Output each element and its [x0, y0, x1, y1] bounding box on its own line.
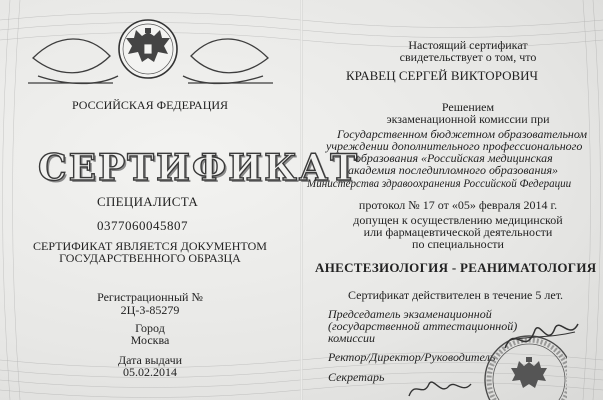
organization-line-1: Государственном бюджетном образовательном [337, 127, 588, 141]
issue-date-value: 05.02.2014 [123, 365, 177, 379]
double-headed-eagle-emblem-icon [112, 18, 184, 80]
holder-name: КРАВЕЦ СЕРГЕЙ ВИКТОРОВИЧ [346, 68, 538, 83]
chairman-line-1: Председатель экзаменационной [328, 307, 492, 321]
rector-label: Ректор/Директор/Руководитель [328, 350, 496, 364]
specialty: АНЕСТЕЗИОЛОГИЯ - РЕАНИМАТОЛОГИЯ [315, 260, 597, 275]
certificate-subtitle: СПЕЦИАЛИСТА [97, 194, 199, 209]
city-value: Москва [130, 333, 170, 347]
validity-statement: Сертификат действителен в течение 5 лет. [348, 288, 564, 302]
organization-line-4: академия последипломного образования» [348, 163, 559, 177]
admission-line-2: или фармацевтической деятельности [363, 225, 553, 239]
certificate-number: 0377060045807 [97, 218, 188, 233]
decision-line-2: экзаменационной комиссии при [386, 112, 550, 126]
organization-line-2: учреждении дополнительного профессионального [326, 139, 583, 153]
statement-line-1: СЕРТИФИКАТ ЯВЛЯЕТСЯ ДОКУМЕНТОМ [33, 239, 267, 253]
registration-label: Регистрационный № [97, 290, 203, 304]
statement-line-2: ГОСУДАРСТВЕННОГО ОБРАЗЦА [59, 251, 241, 265]
organization-line-3: образования «Российская медицинская [355, 151, 553, 165]
certificate-title: СЕРТИФИКАТ [38, 147, 359, 189]
protocol-line: протокол № 17 от «05» февраля 2014 г. [358, 198, 558, 212]
signature-icon [405, 378, 475, 400]
country-name: РОССИЙСКАЯ ФЕДЕРАЦИЯ [71, 98, 229, 112]
decision-line-1: Решением [441, 100, 495, 114]
registration-number: 2Ц-3-85279 [120, 303, 180, 317]
city-label: Город [135, 321, 165, 335]
admission-line-3: по специальности [412, 237, 504, 251]
issue-date-label: Дата выдачи [117, 353, 183, 367]
intro-line-2: свидетельствует о том, что [399, 50, 537, 64]
chairman-line-2: (государственной аттестационной) [328, 319, 518, 333]
organization-line-5: Министерства здравоохранения Российской Федерации [307, 176, 572, 190]
signature-icon [500, 318, 580, 358]
admission-line-1: допущен к осуществлению медицинской [353, 213, 563, 227]
secretary-label: Секретарь [328, 370, 385, 384]
intro-line-1: Настоящий сертификат [408, 38, 528, 52]
chairman-line-3: комиссии [328, 331, 376, 345]
